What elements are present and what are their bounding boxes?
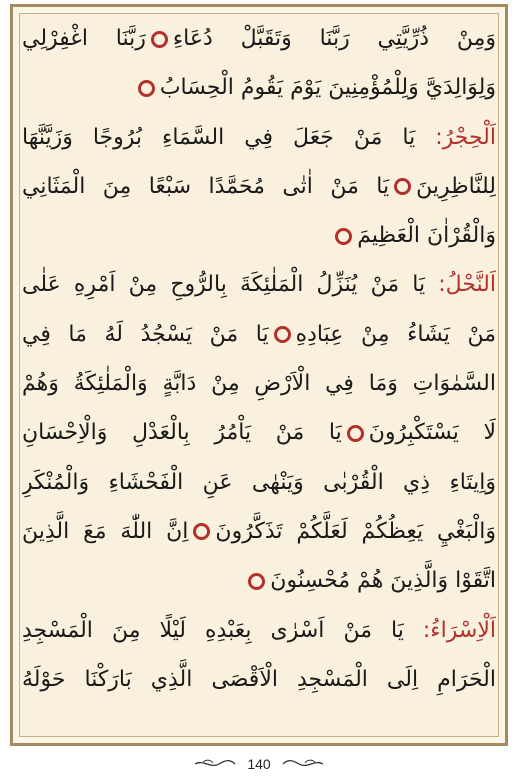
text-line (22, 14, 496, 63)
verse-separator-circle-icon (138, 80, 155, 97)
verse-text: وَاِيتَاءِ ذِي الْقُرْبٰى وَيَنْهٰى عَنِ الْفَحْشَاءِ وَالْمُنْكَرِ (22, 469, 496, 495)
verse-separator-circle-icon (335, 228, 352, 245)
verse-text: يَا مَنْ اَسْرٰى بِعَبْدِهِ لَيْلًا مِنَ الْمَسْجِدِ (22, 617, 404, 643)
verse-separator-circle-icon (248, 573, 265, 590)
verse-text: اِنَّ اللّٰهَ مَعَ الَّذِينَ (22, 518, 189, 544)
verse-text: مَنْ يَشَاءُ مِنْ عِبَادِهِ (295, 321, 496, 347)
text-line (22, 507, 496, 556)
verse-text: يَا مَنْ اٰتٰى مُحَمَّدًا سَبْعًا مِنَ الْمَثَانِي (22, 173, 390, 199)
verse-separator-circle-icon (347, 425, 364, 442)
text-body (22, 14, 496, 704)
text-line (22, 359, 496, 408)
verse-separator-circle-icon (394, 178, 411, 195)
verse-text: وَالْقُرْاٰنَ الْعَظِيمَ (357, 223, 496, 249)
verse-text: يَا مَنْ يُنَزِّلُ الْمَلٰئِكَةَ بِالرُّوحِ مِنْ اَمْرِهِ عَلٰى (22, 272, 426, 298)
verse-text: السَّمٰوَاتِ وَمَا فِي الْاَرْضِ مِنْ دَابَّةٍ وَالْمَلٰئِكَةُ وَهُمْ (22, 371, 496, 397)
verse-text: يَا مَنْ يَاْمُرُ بِالْعَدْلِ وَالْاِحْسَانِ (22, 420, 342, 446)
verse-text: وَمِنْ ذُرِّيَّتِي رَبَّنَا وَتَقَبَّلْ دُعَاءِ (172, 26, 496, 51)
verse-separator-circle-icon (193, 523, 210, 540)
verse-text: اتَّقَوْا وَالَّذِينَ هُمْ مُحْسِنُونَ (270, 568, 496, 594)
verse-text: رَبَّنَا اغْفِرْلِي (22, 26, 146, 51)
text-line (22, 113, 496, 162)
verse-text: وَلِوَالِدَيَّ وَلِلْمُؤْمِنِينَ يَوْمَ يَقُومُ الْحِسَابُ (159, 75, 496, 101)
page-number: 140 (247, 756, 271, 772)
verse-text: وَالْبَغْيِ يَعِظُكُمْ لَعَلَّكُمْ تَذَكَّرُونَ (215, 518, 496, 544)
text-line (22, 162, 496, 211)
surah-title: اَلْاِسْرَاءُ: (422, 617, 496, 643)
verse-text: يَا مَنْ يَسْجُدُ لَهُ مَا فِي (22, 321, 269, 347)
text-line (22, 63, 496, 112)
verse-text: الْحَرَامِ اِلَى الْمَسْجِدِ الْاَقْصَى الَّذِي بَارَكْنَا حَوْلَهُ (22, 666, 496, 692)
text-line (22, 606, 496, 655)
text-line (22, 211, 496, 260)
verse-text: يَا مَنْ جَعَلَ فِي السَّمَاءِ بُرُوجًا وَزَيَّنَّهَا (22, 124, 416, 150)
verse-separator-circle-icon (274, 326, 291, 343)
surah-title: اَلنَّحْلُ: (438, 272, 496, 298)
verse-text: لِلنَّاظِرِينَ (416, 173, 496, 199)
right-ornament-icon (193, 758, 237, 770)
surah-title: اَلْحِجْرُ: (435, 124, 496, 150)
text-line (22, 408, 496, 457)
text-line (22, 260, 496, 309)
text-line (22, 556, 496, 605)
left-ornament-icon (281, 758, 325, 770)
verse-separator-circle-icon (151, 31, 168, 48)
text-line (22, 655, 496, 704)
page-footer (0, 752, 518, 776)
verse-text: لَا يَسْتَكْبِرُونَ (368, 420, 496, 446)
text-line (22, 310, 496, 359)
text-line (22, 458, 496, 507)
